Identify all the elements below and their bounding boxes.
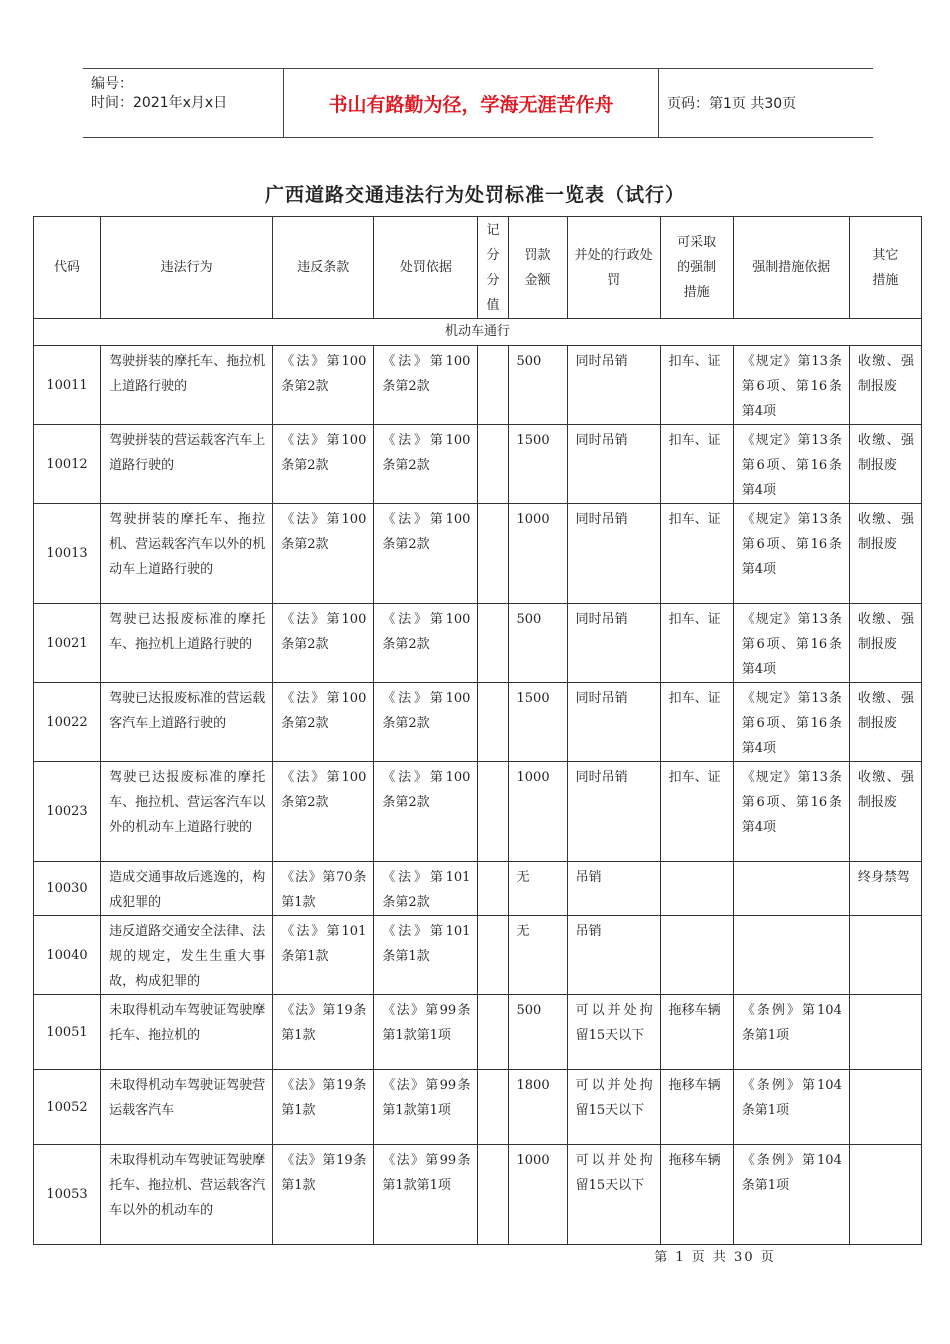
cell-points-text (478, 762, 507, 765)
table-row (34, 762, 922, 862)
cell-basis-text: 《法》第100条第2款 (382, 512, 471, 552)
cell-code: 10030 (34, 862, 101, 916)
cell-violated (273, 425, 374, 504)
cell-fine-text: 无 (516, 924, 530, 939)
table-row (34, 504, 922, 604)
cell-measure-text: 拖移车辆 (668, 1153, 721, 1168)
cell-measure-basis (733, 995, 849, 1070)
cell-measure (660, 683, 733, 762)
cell-fine (508, 862, 567, 916)
cell-violated-text: 《法》第100条第2款 (281, 691, 367, 731)
cell-admin-text: 同时吊销 (575, 612, 628, 627)
cell-points (478, 862, 508, 916)
cell-other-text: 收缴、强制报废 (857, 612, 914, 652)
cell-admin-text: 同时吊销 (575, 354, 628, 369)
cell-behavior (101, 604, 273, 683)
cell-fine (508, 346, 567, 425)
cell-measure-basis (733, 916, 849, 995)
cell-measure-basis (733, 1145, 849, 1245)
cell-measure (660, 604, 733, 683)
cell-points-text (478, 1070, 507, 1073)
motto: 书山有路勤为径，学海无涯苦作舟 (284, 69, 659, 137)
cell-code: 10053 (34, 1145, 101, 1245)
cell-other (849, 1070, 921, 1145)
cell-violated-text: 《法》第100条第2款 (281, 354, 367, 394)
cell-measure-text: 拖移车辆 (668, 1078, 721, 1093)
cell-basis-text: 《法》第100条第2款 (382, 770, 471, 810)
col-header-points: 记分分值 (478, 217, 508, 319)
cell-points (478, 425, 508, 504)
table-row (34, 683, 922, 762)
col-header-measure: 可采取的强制措施 (660, 217, 733, 319)
cell-measure-text: 扣车、证 (668, 433, 721, 448)
cell-behavior (101, 995, 273, 1070)
cell-behavior (101, 916, 273, 995)
cell-fine (508, 762, 567, 862)
col-header-admin: 并处的行政处罚 (567, 217, 660, 319)
table-header-row (34, 217, 922, 319)
time-label: 时间：2021年x月x日 (91, 95, 228, 111)
cell-other (849, 346, 921, 425)
cell-fine-text: 1000 (516, 1153, 550, 1168)
cell-behavior (101, 425, 273, 504)
page-info: 页码：第1页 共30页 (667, 96, 797, 112)
cell-behavior-text: 未取得机动车驾驶证驾驶营运载客汽车 (109, 1078, 266, 1118)
cell-admin-text: 同时吊销 (575, 433, 628, 448)
cell-other (849, 762, 921, 862)
document-header (83, 68, 873, 138)
penalty-table (33, 216, 922, 1245)
cell-behavior-text: 违反道路交通安全法律、法规的规定，发生生重大事故，构成犯罪的 (109, 924, 266, 989)
cell-violated (273, 504, 374, 604)
cell-measure-text: 扣车、证 (668, 770, 721, 785)
cell-measure-basis (733, 425, 849, 504)
cell-basis (374, 604, 478, 683)
cell-points-text (478, 862, 507, 865)
cell-measure-text: 拖移车辆 (668, 1003, 721, 1018)
cell-measure-basis (733, 1070, 849, 1145)
table-row (34, 425, 922, 504)
cell-measure-basis (733, 862, 849, 916)
cell-points (478, 604, 508, 683)
cell-violated-text: 《法》第100条第2款 (281, 612, 367, 652)
cell-code: 10051 (34, 995, 101, 1070)
cell-basis-text: 《法》第100条第2款 (382, 691, 471, 731)
cell-fine (508, 1145, 567, 1245)
cell-basis (374, 683, 478, 762)
cell-code: 10021 (34, 604, 101, 683)
cell-behavior-text: 未取得机动车驾驶证驾驶摩托车、拖拉机的 (109, 1003, 266, 1043)
cell-measure-text: 扣车、证 (668, 691, 721, 706)
cell-violated (273, 762, 374, 862)
table-row (34, 1070, 922, 1145)
cell-admin (567, 504, 660, 604)
cell-admin-text: 可以并处拘留15天以下 (575, 1153, 653, 1193)
cell-measure-basis (733, 683, 849, 762)
col-header-other: 其它措施 (849, 217, 921, 319)
cell-behavior-text: 驾驶已达报废标准的营运载客汽车上道路行驶的 (109, 691, 266, 731)
cell-fine (508, 916, 567, 995)
cell-violated (273, 995, 374, 1070)
cell-measure-basis-text: 《规定》第13条第6项、第16条第4项 (741, 691, 842, 756)
cell-measure-basis (733, 346, 849, 425)
cell-behavior-text: 未取得机动车驾驶证驾驶摩托车、拖拉机、营运载客汽车以外的机动车的 (109, 1153, 266, 1218)
cell-admin (567, 862, 660, 916)
cell-fine-text: 500 (516, 1003, 542, 1018)
cell-measure-basis-text (734, 862, 849, 865)
cell-points (478, 995, 508, 1070)
cell-behavior-text: 驾驶拼装的营运载客汽车上道路行驶的 (109, 433, 266, 473)
cell-points-text (478, 1145, 507, 1148)
cell-other-text: 收缴、强制报废 (857, 512, 914, 552)
cell-basis-text: 《法》第101条第1款 (382, 924, 471, 964)
col-header-violated: 违反条款 (273, 217, 374, 319)
cell-measure (660, 995, 733, 1070)
cell-behavior-text: 驾驶拼装的摩托车、拖拉机上道路行驶的 (109, 354, 266, 394)
cell-measure-basis-text: 《规定》第13条第6项、第16条第4项 (741, 354, 842, 419)
cell-measure-basis-text: 《条例》第104条第1项 (741, 1003, 842, 1043)
cell-other-text (850, 1070, 921, 1073)
cell-behavior-text: 造成交通事故后逃逸的，构成犯罪的 (109, 870, 266, 910)
cell-fine-text: 无 (516, 870, 530, 885)
cell-code: 10011 (34, 346, 101, 425)
cell-behavior (101, 683, 273, 762)
cell-measure (660, 916, 733, 995)
cell-other-text (850, 995, 921, 998)
col-header-fine: 罚款金额 (508, 217, 567, 319)
cell-other (849, 425, 921, 504)
cell-behavior (101, 1070, 273, 1145)
cell-behavior (101, 1145, 273, 1245)
cell-points (478, 762, 508, 862)
cell-admin (567, 762, 660, 862)
cell-basis (374, 762, 478, 862)
document-title: 广西道路交通违法行为处罚标准一览表（试行） (264, 184, 685, 206)
cell-admin-text: 同时吊销 (575, 512, 628, 527)
cell-points (478, 346, 508, 425)
cell-violated-text: 《法》第19条第1款 (281, 1003, 367, 1043)
cell-points-text (478, 916, 507, 919)
cell-code: 10023 (34, 762, 101, 862)
cell-code: 10040 (34, 916, 101, 995)
cell-basis-text: 《法》第100条第2款 (382, 612, 471, 652)
cell-measure-basis-text: 《规定》第13条第6项、第16条第4项 (741, 512, 842, 577)
cell-behavior (101, 862, 273, 916)
cell-points-text (478, 995, 507, 998)
cell-fine (508, 995, 567, 1070)
cell-other-text (850, 1145, 921, 1148)
cell-basis-text: 《法》第99条第1款第1项 (382, 1153, 471, 1193)
cell-code: 10013 (34, 504, 101, 604)
table-row (34, 862, 922, 916)
cell-other-text (850, 916, 921, 919)
cell-fine-text: 500 (516, 354, 542, 369)
cell-basis (374, 862, 478, 916)
cell-admin (567, 683, 660, 762)
cell-basis (374, 1145, 478, 1245)
cell-measure-basis (733, 604, 849, 683)
cell-fine-text: 1000 (516, 770, 550, 785)
cell-measure (660, 504, 733, 604)
table-row (34, 916, 922, 995)
cell-violated (273, 683, 374, 762)
table-row (34, 346, 922, 425)
cell-violated-text: 《法》第100条第2款 (281, 512, 367, 552)
cell-other-text: 终身禁驾 (857, 870, 910, 885)
cell-points (478, 683, 508, 762)
cell-fine-text: 1000 (516, 512, 550, 527)
cell-other (849, 862, 921, 916)
cell-violated-text: 《法》第70条第1款 (281, 870, 367, 910)
col-header-measure-basis: 强制措施依据 (733, 217, 849, 319)
cell-admin-text: 可以并处拘留15天以下 (575, 1078, 653, 1118)
cell-admin-text: 吊销 (575, 924, 602, 939)
header-meta-cell (83, 69, 284, 137)
cell-points-text (478, 683, 507, 686)
cell-violated (273, 1070, 374, 1145)
number-label: 编号： (91, 76, 133, 92)
cell-measure-basis-text: 《规定》第13条第6项、第16条第4项 (741, 612, 842, 677)
cell-behavior-text: 驾驶已达报废标准的摩托车、拖拉机、营运客汽车以外的机动车上道路行驶的 (109, 770, 266, 835)
cell-violated (273, 604, 374, 683)
cell-behavior (101, 346, 273, 425)
cell-measure-basis-text: 《规定》第13条第6项、第16条第4项 (741, 433, 842, 498)
cell-admin (567, 346, 660, 425)
page-footer: 第 1 页 共 30 页 (654, 1250, 776, 1265)
cell-admin (567, 425, 660, 504)
cell-fine-text: 1800 (516, 1078, 550, 1093)
table-row (34, 604, 922, 683)
cell-basis-text: 《法》第100条第2款 (382, 354, 471, 394)
cell-fine (508, 1070, 567, 1145)
cell-fine-text: 500 (516, 612, 542, 627)
col-header-basis: 处罚依据 (374, 217, 478, 319)
cell-other-text: 收缴、强制报废 (857, 691, 914, 731)
cell-admin (567, 604, 660, 683)
cell-measure-basis (733, 762, 849, 862)
cell-violated (273, 916, 374, 995)
cell-points (478, 504, 508, 604)
cell-measure-text: 扣车、证 (668, 512, 721, 527)
cell-admin (567, 1070, 660, 1145)
cell-violated-text: 《法》第19条第1款 (281, 1078, 367, 1118)
cell-measure-basis-text: 《条例》第104条第1项 (741, 1153, 842, 1193)
cell-basis (374, 425, 478, 504)
table-row (34, 1145, 922, 1245)
cell-measure (660, 862, 733, 916)
col-header-behavior: 违法行为 (101, 217, 273, 319)
cell-admin-text: 吊销 (575, 870, 602, 885)
cell-basis-text: 《法》第101条第2款 (382, 870, 471, 910)
cell-measure (660, 425, 733, 504)
cell-violated-text: 《法》第100条第2款 (281, 433, 367, 473)
cell-points (478, 916, 508, 995)
cell-measure (660, 762, 733, 862)
cell-behavior-text: 驾驶已达报废标准的摩托车、拖拉机上道路行驶的 (109, 612, 266, 652)
cell-fine (508, 604, 567, 683)
cell-violated-text: 《法》第19条第1款 (281, 1153, 367, 1193)
cell-other-text: 收缴、强制报废 (857, 433, 914, 473)
cell-measure-basis-text (734, 916, 849, 919)
section-row (34, 319, 922, 346)
cell-fine-text: 1500 (516, 691, 550, 706)
cell-other (849, 995, 921, 1070)
cell-points-text (478, 346, 507, 349)
cell-other (849, 683, 921, 762)
cell-admin (567, 995, 660, 1070)
cell-violated (273, 1145, 374, 1245)
cell-other (849, 916, 921, 995)
cell-measure-text (661, 916, 733, 919)
cell-behavior (101, 762, 273, 862)
cell-basis (374, 995, 478, 1070)
cell-other-text: 收缴、强制报废 (857, 354, 914, 394)
cell-violated-text: 《法》第101条第1款 (281, 924, 367, 964)
cell-measure (660, 1070, 733, 1145)
cell-basis (374, 346, 478, 425)
section-label: 机动车通行 (34, 319, 922, 346)
cell-code: 10012 (34, 425, 101, 504)
cell-measure-basis-text: 《规定》第13条第6项、第16条第4项 (741, 770, 842, 835)
cell-fine (508, 425, 567, 504)
cell-basis-text: 《法》第100条第2款 (382, 433, 471, 473)
cell-points-text (478, 425, 507, 428)
cell-measure-text (661, 862, 733, 865)
cell-basis (374, 1070, 478, 1145)
col-header-code: 代码 (34, 217, 101, 319)
cell-code: 10052 (34, 1070, 101, 1145)
cell-measure-text: 扣车、证 (668, 612, 721, 627)
cell-basis (374, 504, 478, 604)
cell-fine-text: 1500 (516, 433, 550, 448)
cell-fine (508, 504, 567, 604)
cell-basis-text: 《法》第99条第1款第1项 (382, 1003, 471, 1043)
cell-violated (273, 862, 374, 916)
cell-points (478, 1070, 508, 1145)
cell-violated-text: 《法》第100条第2款 (281, 770, 367, 810)
cell-other (849, 604, 921, 683)
cell-admin-text: 同时吊销 (575, 691, 628, 706)
cell-admin (567, 1145, 660, 1245)
cell-measure-basis (733, 504, 849, 604)
cell-violated (273, 346, 374, 425)
cell-points (478, 1145, 508, 1245)
cell-measure-basis-text: 《条例》第104条第1项 (741, 1078, 842, 1118)
cell-measure-text: 扣车、证 (668, 354, 721, 369)
cell-admin (567, 916, 660, 995)
cell-other-text: 收缴、强制报废 (857, 770, 914, 810)
cell-admin-text: 可以并处拘留15天以下 (575, 1003, 653, 1043)
cell-points-text (478, 504, 507, 507)
cell-other (849, 504, 921, 604)
cell-fine (508, 683, 567, 762)
cell-basis (374, 916, 478, 995)
cell-points-text (478, 604, 507, 607)
cell-behavior (101, 504, 273, 604)
cell-other (849, 1145, 921, 1245)
cell-measure (660, 1145, 733, 1245)
cell-code: 10022 (34, 683, 101, 762)
cell-basis-text: 《法》第99条第1款第1项 (382, 1078, 471, 1118)
cell-behavior-text: 驾驶拼装的摩托车、拖拉机、营运载客汽车以外的机动车上道路行驶的 (109, 512, 266, 577)
table-row (34, 995, 922, 1070)
cell-measure (660, 346, 733, 425)
cell-admin-text: 同时吊销 (575, 770, 628, 785)
